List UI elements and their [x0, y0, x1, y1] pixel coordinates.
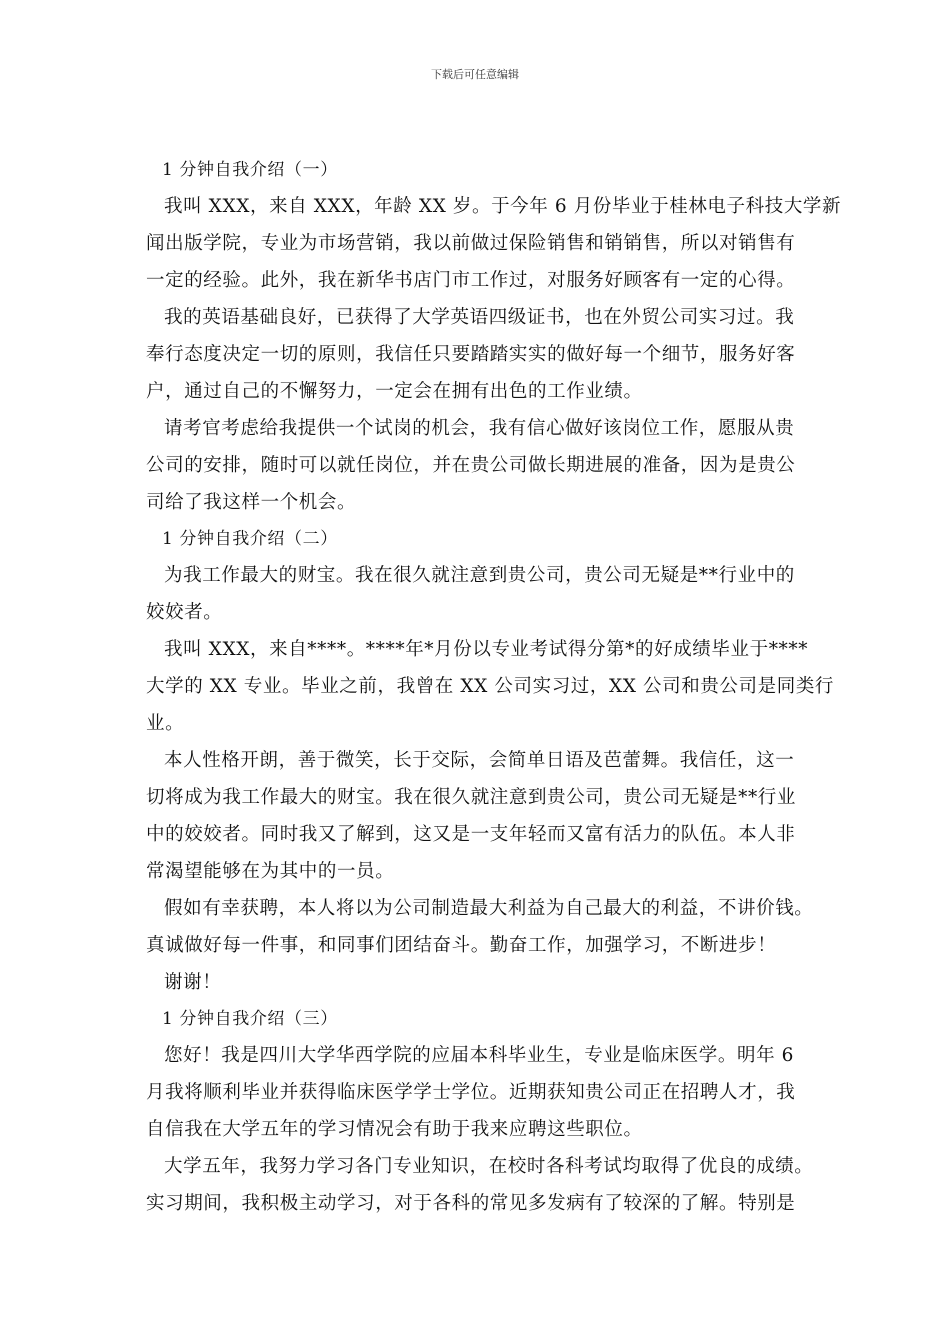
paragraph-line: 为我工作最大的财宝。我在很久就注意到贵公司，贵公司无疑是**行业中的 — [164, 565, 795, 586]
paragraph-line: 自信我在大学五年的学习情况会有助于我来应聘这些职位。 — [146, 1119, 643, 1140]
paragraph-line: 常渴望能够在为其中的一员。 — [146, 861, 395, 882]
paragraph — [146, 1037, 826, 1148]
section-heading — [146, 1001, 826, 1037]
paragraph-line: 大学的 XX 专业。毕业之前，我曾在 XX 公司实习过，XX 公司和贵公司是同类行 — [146, 676, 835, 697]
paragraph-line: 闻出版学院，专业为市场营销，我以前做过保险销售和销销售，所以对销售有 — [146, 233, 796, 254]
paragraph — [146, 890, 826, 964]
paragraph-line: 月我将顺利毕业并获得临床医学学士学位。近期获知贵公司正在招聘人才，我 — [146, 1082, 796, 1103]
paragraph — [146, 188, 842, 299]
paragraph-line: 本人性格开朗，善于微笑，长于交际，会简单日语及芭蕾舞。我信任，这一 — [164, 750, 795, 771]
paragraph-line: 姣姣者。 — [146, 602, 223, 623]
paragraph-line: 真诚做好每一件事，和同事们团结奋斗。勤奋工作，加强学习，不断进步！ — [146, 935, 777, 956]
heading-text: 1 分钟自我介绍（一） — [162, 160, 338, 180]
paragraph — [146, 557, 826, 631]
paragraph-line: 我叫 XXX，来自****。****年*月份以专业考试得分第*的好成绩毕业于**** — [164, 639, 809, 660]
paragraph-line: 司给了我这样一个机会。 — [146, 492, 357, 513]
paragraph-line: 切将成为我工作最大的财宝。我在很久就注意到贵公司，贵公司无疑是**行业 — [146, 787, 797, 808]
paragraph-line: 您好！我是四川大学华西学院的应届本科毕业生，专业是临床医学。明年 6 — [164, 1045, 795, 1066]
paragraph-line: 公司的安排，随时可以就任岗位，并在贵公司做长期进展的准备，因为是贵公 — [146, 455, 796, 476]
heading-text: 1 分钟自我介绍（三） — [162, 1009, 338, 1029]
paragraph-line: 我的英语基础良好，已获得了大学英语四级证书，也在外贸公司实习过。我 — [164, 307, 795, 328]
heading-text: 1 分钟自我介绍（二） — [162, 529, 338, 549]
paragraph-line: 户，通过自己的不懈努力，一定会在拥有出色的工作业绩。 — [146, 381, 643, 402]
paragraph-line: 一定的经验。此外，我在新华书店门市工作过，对服务好顾客有一定的心得。 — [146, 270, 796, 291]
paragraph — [146, 410, 826, 521]
paragraph — [146, 1148, 826, 1222]
header-note: 下载后可任意编辑 — [431, 68, 519, 81]
paragraph-line: 奉行态度决定一切的原则，我信任只要踏踏实实的做好每一个细节，服务好客 — [146, 344, 796, 365]
paragraph-line: 请考官考虑给我提供一个试岗的机会，我有信心做好该岗位工作，愿服从贵 — [164, 418, 795, 439]
paragraph-line: 中的姣姣者。同时我又了解到，这又是一支年轻而又富有活力的队伍。本人非 — [146, 824, 796, 845]
paragraph-line: 谢谢！ — [164, 972, 222, 993]
paragraph — [146, 742, 826, 890]
paragraph — [146, 964, 826, 1001]
document-body — [146, 152, 842, 1222]
section-heading — [146, 152, 826, 188]
section-heading — [146, 521, 826, 557]
paragraph — [146, 631, 835, 742]
paragraph-line: 大学五年，我努力学习各门专业知识，在校时各科考试均取得了优良的成绩。 — [164, 1156, 814, 1177]
paragraph-line: 实习期间，我积极主动学习，对于各科的常见多发病有了较深的了解。特别是 — [146, 1193, 796, 1214]
paragraph-line: 我叫 XXX，来自 XXX，年龄 XX 岁。于今年 6 月份毕业于桂林电子科技大学新 — [164, 196, 842, 217]
paragraph-line: 假如有幸获聘，本人将以为公司制造最大利益为自己最大的利益，不讲价钱。 — [164, 898, 814, 919]
paragraph-line: 业。 — [146, 713, 185, 734]
paragraph — [146, 299, 826, 410]
